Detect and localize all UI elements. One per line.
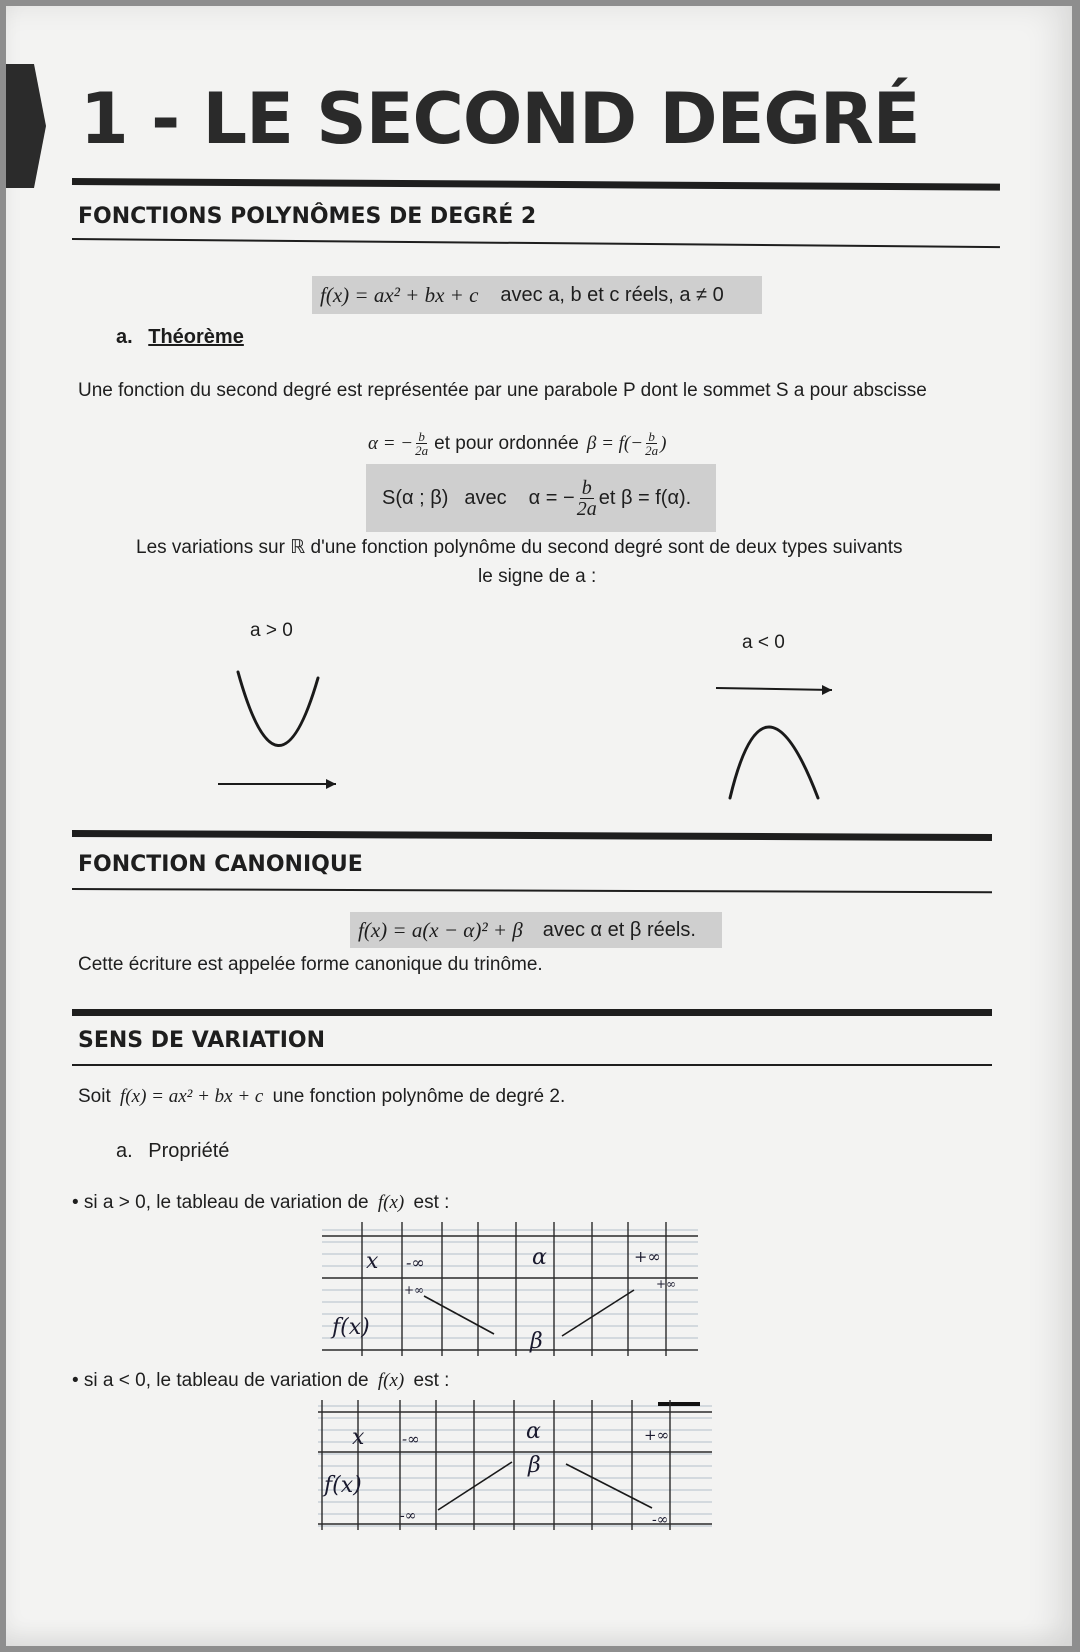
bullet-negative	[72, 1370, 449, 1392]
vertex-beta: et β = f(α).	[598, 486, 692, 509]
variations-text-line2: le signe de a :	[478, 566, 597, 587]
frac-numerator: b	[581, 476, 592, 499]
alpha-fraction	[415, 430, 428, 457]
variation-table-negative	[318, 1400, 712, 1530]
frac-denominator: 2a	[415, 443, 429, 458]
ordinate-text: et pour ordonnée	[434, 432, 579, 454]
bullet-negative-prefix: • si a < 0, le tableau de variation de	[72, 1370, 369, 1391]
table-pos-x-minus-inf: -∞	[406, 1253, 425, 1272]
alpha-beta-line	[368, 430, 666, 457]
table-pos-f-plus-inf-right: +∞	[656, 1277, 677, 1291]
parabola-down-sketch	[706, 676, 846, 806]
table-neg-f-minus-inf-right: -∞	[652, 1512, 669, 1528]
table-neg-arrow-up	[438, 1462, 512, 1510]
canonique-formula-box	[350, 912, 722, 948]
frac-denominator: 2a	[645, 443, 659, 458]
table-neg-f-minus-inf-left: -∞	[400, 1508, 417, 1524]
variations-text-line1: Les variations sur ℝ d'une fonction polynôme du second degré sont de deux types suivants	[136, 537, 903, 558]
theorem-label: Théorème	[148, 326, 244, 348]
property-subheading	[116, 1140, 229, 1163]
frac-numerator: b	[648, 429, 655, 444]
table-neg-x-label: x	[352, 1425, 365, 1450]
section-rule-top	[72, 178, 1000, 191]
table-neg-x-alpha: α	[526, 1419, 541, 1444]
table-pos-f-plus-inf-left: +∞	[404, 1283, 425, 1297]
table-pos-f-beta: β	[530, 1329, 543, 1354]
table-pos-arrow-up	[562, 1290, 634, 1336]
table-pos-f-label: f(x)	[332, 1315, 370, 1340]
beta-equation: β = f(−	[586, 432, 644, 454]
frac-numerator: b	[418, 429, 425, 444]
section-heading-canonique: FONCTION CANONIQUE	[78, 852, 363, 877]
alpha-equation: α = −	[368, 432, 414, 454]
case-positive-label: a > 0	[250, 620, 293, 641]
bullet-positive-suffix: est :	[413, 1192, 450, 1213]
bullet-positive-fx: f(x)	[377, 1192, 405, 1213]
bullet-negative-suffix: est :	[413, 1370, 450, 1391]
bullet-positive	[72, 1192, 449, 1214]
section-heading-polynomes: FONCTIONS POLYNÔMES DE DEGRÉ 2	[78, 204, 537, 229]
section-rule-top	[72, 1009, 992, 1016]
document-page	[6, 6, 1072, 1646]
table-pos-x-label: x	[366, 1249, 379, 1274]
section-tab-marker	[6, 64, 46, 188]
table-neg-f-beta: β	[528, 1453, 541, 1478]
vertex-fraction	[577, 478, 597, 519]
polynome-formula-condition: avec a, b et c réels, a ≠ 0	[500, 283, 724, 306]
intro-prefix: Soit	[78, 1086, 111, 1107]
page-title: 1 - LE SECOND DEGRÉ	[80, 78, 920, 160]
canonique-formula: f(x) = a(x − α)² + β	[358, 917, 523, 942]
table-neg-x-plus-inf: +∞	[644, 1426, 670, 1444]
vertex-alpha: α = −	[528, 486, 575, 509]
property-label: Propriété	[148, 1140, 230, 1162]
polynome-formula: f(x) = ax² + bx + c	[320, 282, 479, 307]
beta-fraction	[645, 430, 658, 457]
beta-close: )	[660, 432, 667, 454]
theorem-prefix: a.	[116, 326, 133, 348]
vertex-formula-box	[366, 464, 716, 532]
variation-table-positive	[322, 1222, 698, 1356]
bullet-positive-prefix: • si a > 0, le tableau de variation de	[72, 1192, 369, 1213]
vertex-avec: avec	[464, 486, 507, 509]
table-neg-f-label: f(x)	[324, 1473, 362, 1498]
table-pos-x-plus-inf: +∞	[634, 1247, 661, 1266]
table-neg-x-minus-inf: -∞	[402, 1430, 420, 1448]
section-heading-variation: SENS DE VARIATION	[78, 1028, 326, 1053]
bullet-negative-fx: f(x)	[377, 1370, 405, 1391]
intro-formula: f(x) = ax² + bx + c	[120, 1086, 264, 1107]
theorem-subheading	[116, 326, 244, 349]
frac-denominator: 2a	[576, 497, 597, 520]
section-rule-bottom	[72, 238, 1000, 248]
table-neg-arrow-down	[566, 1464, 652, 1508]
section-rule-bottom	[72, 1064, 992, 1066]
theorem-text: Une fonction du second degré est représentée par une parabole P dont le sommet S a pour abscisse	[78, 380, 927, 401]
canonique-description: Cette écriture est appelée forme canonique du trinôme.	[78, 954, 543, 975]
table-pos-x-alpha: α	[532, 1245, 547, 1270]
case-negative-label: a < 0	[742, 632, 785, 653]
intro-suffix: une fonction polynôme de degré 2.	[272, 1086, 566, 1107]
section-rule-bottom	[72, 888, 992, 893]
canonique-formula-condition: avec α et β réels.	[542, 918, 696, 941]
polynome-formula-box	[312, 276, 762, 314]
variation-intro	[78, 1086, 565, 1108]
property-prefix: a.	[116, 1140, 133, 1162]
parabola-up-sketch	[206, 666, 356, 796]
vertex-s: S(α ; β)	[382, 486, 449, 509]
section-rule-top	[72, 830, 992, 841]
